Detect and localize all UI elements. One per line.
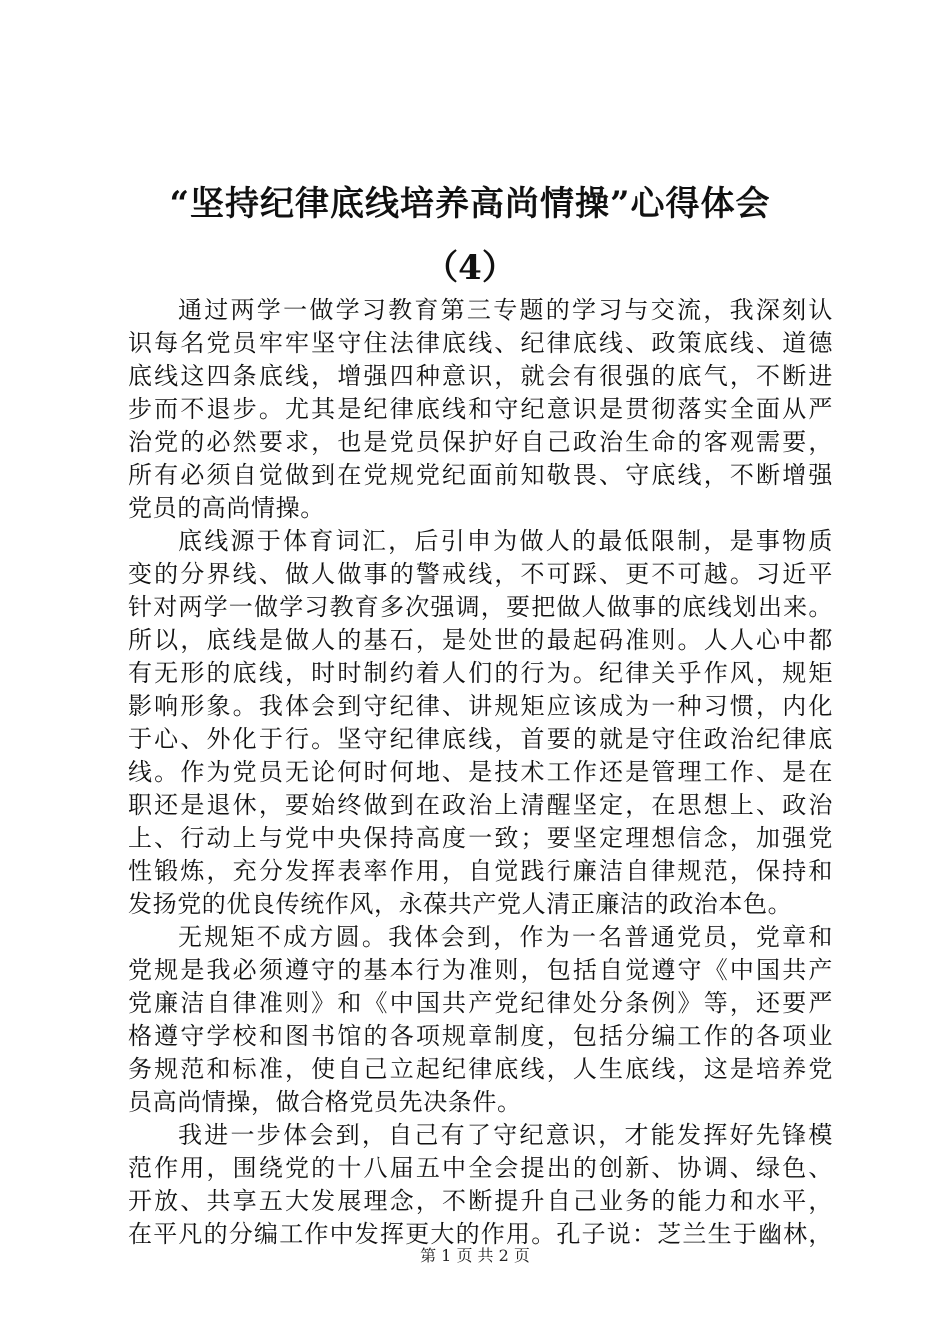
paragraph-line: 底线这四条底线，增强四种意识，就会有很强的底气，不断进 bbox=[128, 362, 833, 390]
paragraph-line: 我进一步体会到，自己有了守纪意识，才能发挥好先锋模 bbox=[178, 1121, 833, 1149]
page-footer: 第 1 页 共 2 页 bbox=[420, 1246, 530, 1265]
paragraph-line: 在平凡的分编工作中发挥更大的作用。孔子说：芝兰生于幽林， bbox=[128, 1220, 833, 1248]
paragraph-line: 党规是我必须遵守的基本行为准则，包括自觉遵守《中国共产 bbox=[128, 956, 833, 984]
paragraph-line: 针对两学一做学习教育多次强调，要把做人做事的底线划出来。 bbox=[128, 593, 833, 621]
paragraph-line: 治党的必然要求，也是党员保护好自己政治生命的客观需要， bbox=[128, 428, 833, 456]
document-body bbox=[128, 294, 833, 1251]
paragraph bbox=[128, 294, 833, 525]
paragraph-line: 务规范和标准，使自己立起纪律底线，人生底线，这是培养党 bbox=[128, 1055, 833, 1083]
paragraph-line: 于心、外化于行。坚守纪律底线，首要的就是守住政治纪律底 bbox=[128, 725, 833, 753]
paragraph-line: 格遵守学校和图书馆的各项规章制度，包括分编工作的各项业 bbox=[128, 1022, 833, 1050]
paragraph-line: 线。作为党员无论何时何地、是技术工作还是管理工作、是在 bbox=[128, 758, 833, 786]
document-title: “坚持纪律底线培养高尚情操”心得体会 bbox=[169, 184, 771, 224]
paragraph-line: 党员的高尚情操。 bbox=[128, 494, 325, 522]
paragraph-line: 性锻炼，充分发挥表率作用，自觉践行廉洁自律规范，保持和 bbox=[128, 857, 833, 885]
paragraph-line: 职还是退休，要始终做到在政治上清醒坚定，在思想上、政治 bbox=[128, 791, 833, 819]
paragraph-line: 开放、共享五大发展理念，不断提升自己业务的能力和水平， bbox=[128, 1187, 833, 1215]
paragraph-line: 影响形象。我体会到守纪律、讲规矩应该成为一种习惯，内化 bbox=[128, 692, 833, 720]
paragraph-line: 底线源于体育词汇，后引申为做人的最低限制，是事物质 bbox=[178, 527, 833, 555]
paragraph-line: 上、行动上与党中央保持高度一致；要坚定理想信念，加强党 bbox=[128, 824, 833, 852]
paragraph-line: 范作用，围绕党的十八届五中全会提出的创新、协调、绿色、 bbox=[128, 1154, 833, 1182]
paragraph-line: 所有必须自觉做到在党规党纪面前知敬畏、守底线，不断增强 bbox=[128, 461, 833, 489]
paragraph-line: 党廉洁自律准则》和《中国共产党纪律处分条例》等，还要严 bbox=[128, 989, 833, 1017]
paragraph-line: 有无形的底线，时时制约着人们的行为。纪律关乎作风，规矩 bbox=[128, 659, 833, 687]
document-title-number: （4） bbox=[424, 248, 516, 288]
paragraph-line: 无规矩不成方圆。我体会到，作为一名普通党员，党章和 bbox=[178, 923, 833, 951]
paragraph-line: 变的分界线、做人做事的警戒线，不可踩、更不可越。习近平 bbox=[128, 560, 833, 588]
paragraph bbox=[128, 921, 833, 1119]
paragraph-line: 通过两学一做学习教育第三专题的学习与交流，我深刻认 bbox=[178, 296, 833, 324]
paragraph-line: 所以，底线是做人的基石，是处世的最起码准则。人人心中都 bbox=[128, 626, 833, 654]
paragraph bbox=[128, 525, 833, 921]
paragraph-line: 步而不退步。尤其是纪律底线和守纪意识是贯彻落实全面从严 bbox=[128, 395, 833, 423]
paragraph-line: 发扬党的优良传统作风，永葆共产党人清正廉洁的政治本色。 bbox=[128, 890, 793, 918]
paragraph-line: 员高尚情操，做合格党员先决条件。 bbox=[128, 1088, 522, 1116]
paragraph-line: 识每名党员牢牢坚守住法律底线、纪律底线、政策底线、道德 bbox=[128, 329, 833, 357]
paragraph bbox=[128, 1119, 833, 1251]
